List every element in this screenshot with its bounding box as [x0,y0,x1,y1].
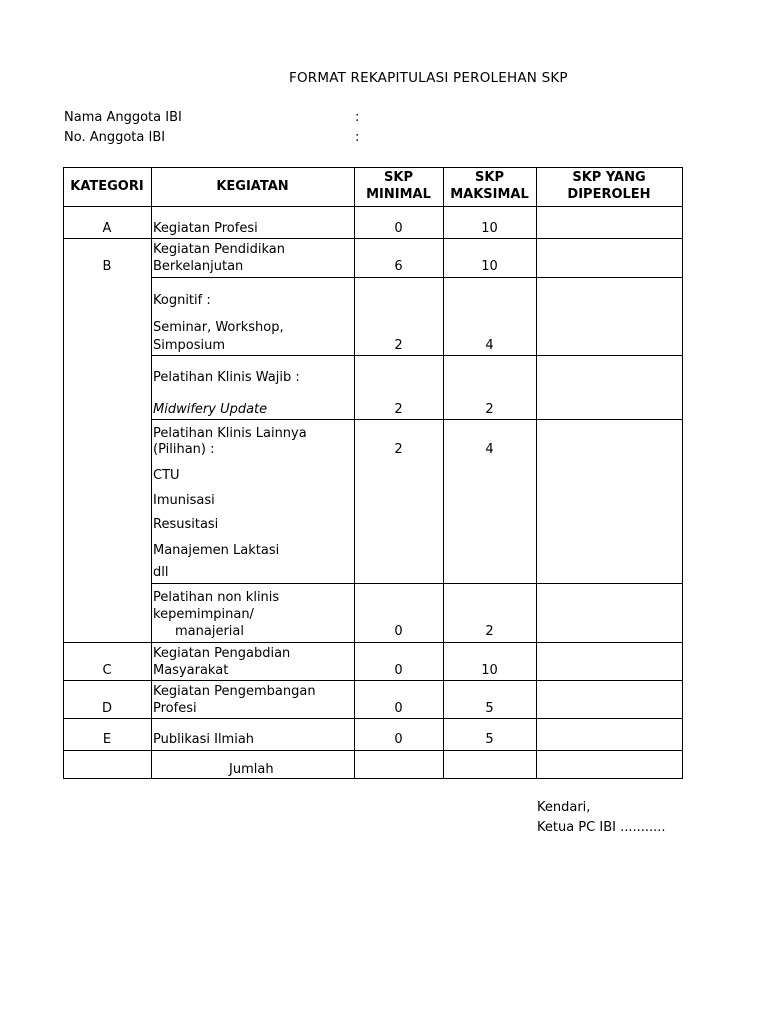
row-c-kategori: C [102,663,112,678]
kognitif-maksimal: 4 [485,338,494,353]
nonklinis-label-line3: manajerial [175,624,244,639]
lainnya-label-line1: Pelatihan Klinis Lainnya [153,426,307,441]
table-border-bottom [63,778,683,779]
nonklinis-label-line2: kepemimpinan/ [153,607,254,622]
row-d-kategori: D [101,701,112,716]
field-nomor-label: No. Anggota IBI [64,130,166,145]
row-b-maksimal: 10 [481,259,498,274]
row-e-minimal: 0 [394,732,403,747]
row-divider-b [63,642,683,643]
header-kategori: KATEGORI [70,179,144,194]
lainnya-minimal: 2 [394,442,403,457]
lainnya-item: dll [153,565,169,580]
wajib-label: Pelatihan Klinis Wajib : [153,370,300,385]
nonklinis-maksimal: 2 [485,624,494,639]
wajib-maksimal: 2 [485,402,494,417]
field-nama-label: Nama Anggota IBI [64,110,182,125]
row-divider-c [63,680,683,681]
row-divider-a [63,238,683,239]
table-border-top [63,167,683,168]
lainnya-item: CTU [153,468,180,483]
field-nama-separator: : [355,110,360,125]
row-d-kegiatan-line2: Profesi [153,701,197,716]
kognitif-minimal: 2 [394,338,403,353]
row-d-maksimal: 5 [485,701,494,716]
row-a-maksimal: 10 [481,221,498,236]
field-nomor-separator: : [355,130,360,145]
subrow-divider-1 [151,277,683,278]
lainnya-item: Resusitasi [153,517,219,532]
row-b-kegiatan-line1: Kegiatan Pendidikan [153,242,285,257]
kognitif-sub-line2: Simposium [153,338,226,353]
kognitif-sub-line1: Seminar, Workshop, [153,320,284,335]
nonklinis-label-line1: Pelatihan non klinis [153,590,280,605]
lainnya-item: Manajemen Laktasi [153,543,280,558]
header-kegiatan: KEGIATAN [216,179,289,194]
row-divider-d [63,718,683,719]
lainnya-item: Imunisasi [153,493,215,508]
row-b-kategori: B [102,259,112,274]
lainnya-maksimal: 4 [485,442,494,457]
signature-role: Ketua PC IBI ........... [537,820,666,835]
table-col-divider-4 [536,167,537,779]
row-a-minimal: 0 [394,221,403,236]
row-a-kategori: A [102,221,112,236]
header-skp-maksimal-line2: MAKSIMAL [450,187,529,202]
header-skp-diperoleh-line2: DIPEROLEH [567,187,651,202]
row-c-minimal: 0 [394,663,403,678]
row-a-kegiatan: Kegiatan Profesi [153,221,258,236]
row-e-kegiatan: Publikasi Ilmiah [153,732,255,747]
header-skp-minimal-line1: SKP [384,170,413,185]
subrow-divider-2 [151,355,683,356]
row-e-maksimal: 5 [485,732,494,747]
row-b-kegiatan-line2: Berkelanjutan [153,259,244,274]
row-c-kegiatan-line2: Masyarakat [153,663,229,678]
kognitif-label: Kognitif : [153,293,211,308]
row-c-kegiatan-line1: Kegiatan Pengabdian [153,646,291,661]
header-skp-diperoleh-line1: SKP YANG [572,170,646,185]
row-b-minimal: 6 [394,259,403,274]
table-col-divider-1 [151,167,152,779]
wajib-minimal: 2 [394,402,403,417]
table-header-divider [63,206,683,207]
nonklinis-minimal: 0 [394,624,403,639]
signature-place: Kendari, [537,800,591,815]
row-c-maksimal: 10 [481,663,498,678]
total-label: Jumlah [229,762,274,777]
page-title: FORMAT REKAPITULASI PEROLEHAN SKP [289,70,568,86]
header-skp-minimal-line2: MINIMAL [366,187,431,202]
table-border-right [682,167,683,779]
subrow-divider-4 [151,583,683,584]
lainnya-label-line2: (Pilihan) : [153,442,215,457]
row-d-kegiatan-line1: Kegiatan Pengembangan [153,684,316,699]
row-divider-e [63,750,683,751]
subrow-divider-3 [151,419,683,420]
row-e-kategori: E [102,732,112,747]
header-skp-maksimal-line1: SKP [475,170,504,185]
wajib-sub: Midwifery Update [153,402,268,417]
row-d-minimal: 0 [394,701,403,716]
